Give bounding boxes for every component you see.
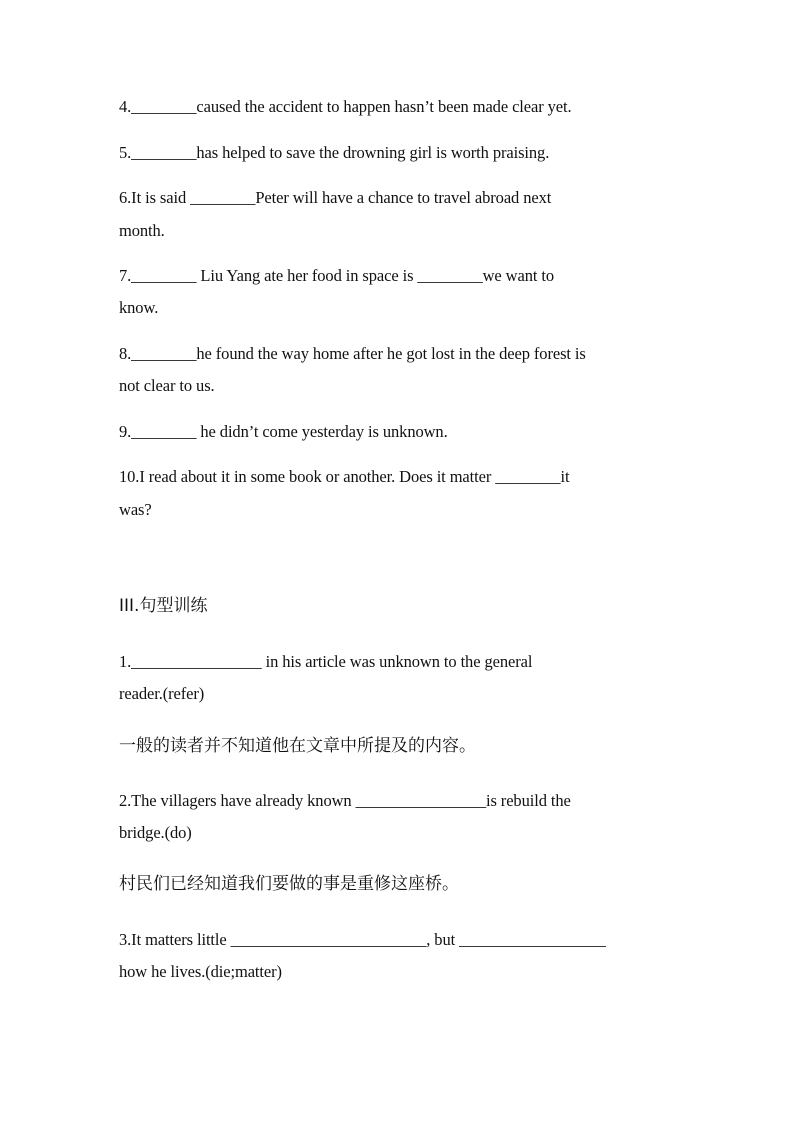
sentence-1-line-2: reader.(refer) [119,684,205,703]
question-10-line-1: 10.I read about it in some book or another. Does it matter ________it [119,467,570,486]
question-7-line-2: know. [119,298,159,317]
question-4: 4.________caused the accident to happen hasn’t been made clear yet. [119,97,572,116]
question-10-line-2: was? [119,500,152,519]
sentence-2-line-2: bridge.(do) [119,823,192,842]
sentence-3-line-1: 3.It matters little ________________________, but __________________ [119,930,606,949]
sentence-2-line-1: 2.The villagers have already known ________________is rebuild the [119,791,571,810]
question-7-line-1: 7.________ Liu Yang ate her food in space is ________we want to [119,266,555,285]
question-8-line-1: 8.________he found the way home after he got lost in the deep forest is [119,344,586,363]
question-5: 5.________has helped to save the drowning girl is worth praising. [119,143,550,162]
question-8-line-2: not clear to us. [119,376,215,395]
sentence-1-chinese: 一般的读者并不知道他在文章中所提及的内容。 [119,736,476,756]
section-3-heading: III.句型训练 [119,596,208,616]
question-9: 9.________ he didn’t come yesterday is unknown. [119,422,448,441]
question-6-line-2: month. [119,221,165,240]
question-6-line-1: 6.It is said ________Peter will have a chance to travel abroad next [119,188,552,207]
sentence-1-line-1: 1.________________ in his article was unknown to the general [119,652,533,671]
sentence-2-chinese: 村民们已经知道我们要做的事是重修这座桥。 [119,874,459,894]
sentence-3-line-2: how he lives.(die;matter) [119,962,282,981]
